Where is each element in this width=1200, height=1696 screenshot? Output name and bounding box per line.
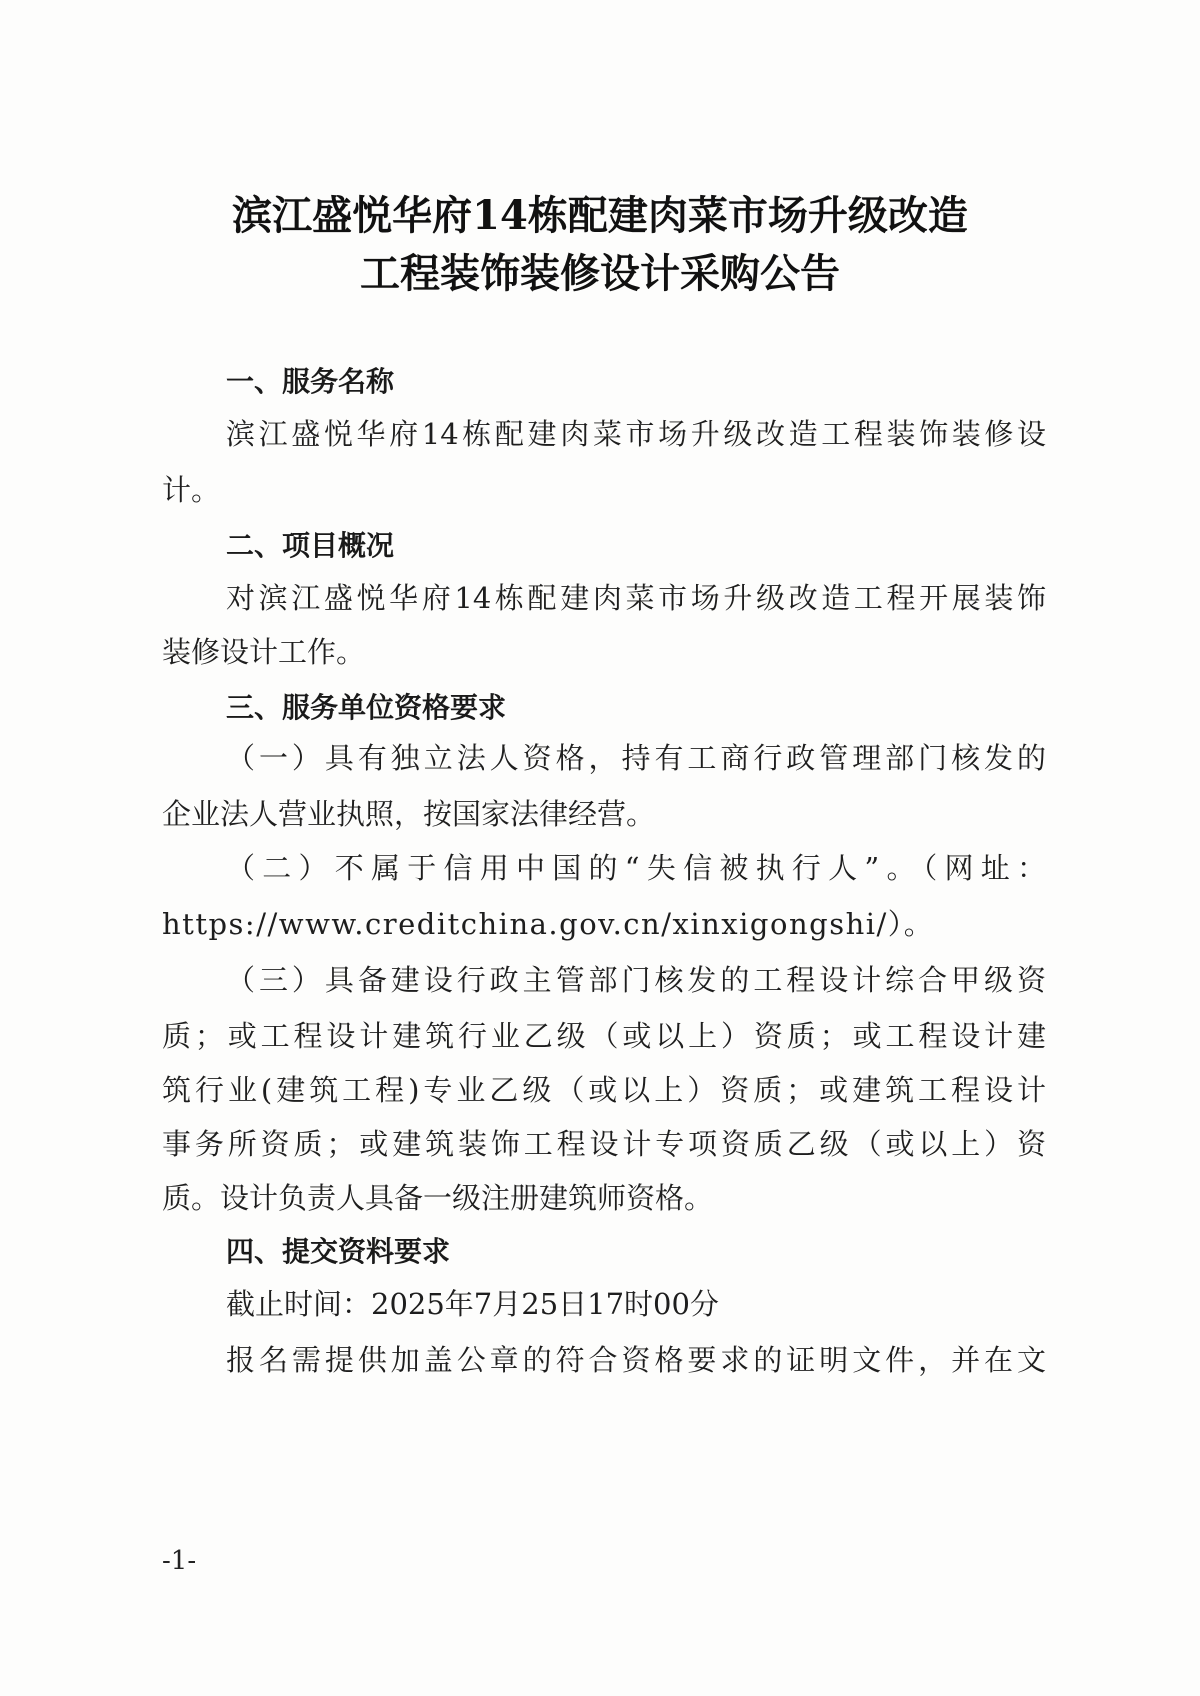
submission-text-line-1: 报名需提供加盖公章的符合资格要求的证明文件，并在文 [226, 1343, 1046, 1377]
qualification-item-3-line-5: 质。设计负责人具备一级注册建筑师资格。 [162, 1181, 714, 1215]
section-heading-project-overview: 二、项目概况 [226, 529, 395, 562]
service-name-text-line-2: 计。 [162, 473, 221, 507]
qualification-item-1-line-2: 企业法人营业执照，按国家法律经营。 [162, 797, 656, 831]
qualification-item-1-line-1: （一）具有独立法人资格，持有工商行政管理部门核发的 [226, 741, 1046, 775]
section-heading-qualification: 三、服务单位资格要求 [226, 691, 507, 724]
document-title-line-1: 滨江盛悦华府14栋配建肉菜市场升级改造 [232, 192, 968, 239]
submission-deadline-text: 截止时间：2025年7月25日17时00分 [226, 1287, 719, 1321]
service-name-text-line-1: 滨江盛悦华府14栋配建肉菜市场升级改造工程装饰装修设 [226, 417, 1046, 451]
creditchina-url-text: https://www.creditchina.gov.cn/xinxigongshi/）。 [162, 907, 935, 941]
qualification-item-3-line-3: 筑行业(建筑工程)专业乙级（或以上）资质；或建筑工程设计 [162, 1073, 1046, 1107]
qualification-item-3-line-1: （三）具备建设行政主管部门核发的工程设计综合甲级资 [226, 963, 1046, 997]
qualification-item-3-line-4: 事务所资质；或建筑装饰工程设计专项资质乙级（或以上）资 [162, 1127, 1046, 1161]
page-number: -1- [162, 1546, 197, 1576]
qualification-item-3-line-2: 质；或工程设计建筑行业乙级（或以上）资质；或工程设计建 [162, 1019, 1046, 1053]
section-heading-service-name: 一、服务名称 [226, 365, 395, 398]
document-title-line-2: 工程装饰装修设计采购公告 [360, 250, 840, 297]
project-overview-text-line-2: 装修设计工作。 [162, 635, 366, 669]
project-overview-text-line-1: 对滨江盛悦华府14栋配建肉菜市场升级改造工程开展装饰 [226, 581, 1046, 615]
qualification-item-2-line-1: （二）不属于信用中国的“失信被执行人”。（网址： [226, 851, 1046, 885]
section-heading-submission: 四、提交资料要求 [226, 1235, 451, 1268]
